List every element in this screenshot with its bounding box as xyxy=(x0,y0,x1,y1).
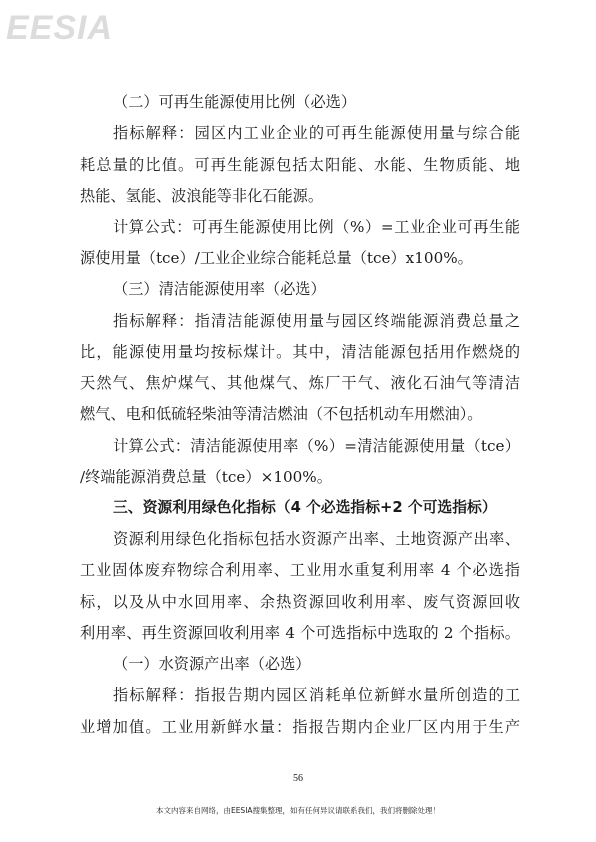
paragraph-line: 热能、氢能、波浪能等非化石能源。 xyxy=(80,187,323,205)
section-heading-2: （二）可再生能源使用比例（必选） xyxy=(113,93,356,111)
paragraph-line: 燃气、电和低硫轻柴油等清洁燃油（不包括机动车用燃油）。 xyxy=(80,405,483,423)
paragraph-line: 资源利用绿色化指标包括水资源产出率、土地资源产出率、 xyxy=(113,530,520,548)
paragraph-line: 计算公式：清洁能源使用率（%）=清洁能源使用量（tce） xyxy=(113,437,520,455)
footer-disclaimer: 本文内容来自网络，由EESIA搜集整理，如有任何异议请联系我们，我们将删除处理！ xyxy=(155,806,441,815)
paragraph-line: /终端能源消费总量（tce）×100%。 xyxy=(80,468,332,486)
paragraph-line: 计算公式：可再生能源使用比例（%）=工业企业可再生能 xyxy=(113,218,520,236)
paragraph-line: 天然气、焦炉煤气、其他煤气、炼厂干气、液化石油气等清洁 xyxy=(80,374,520,392)
paragraph-line: 指标解释：园区内工业企业的可再生能源使用量与综合能 xyxy=(113,124,520,142)
paragraph-line: 工业固体废弃物综合利用率、工业用水重复利用率 4 个必选指 xyxy=(80,561,520,579)
paragraph-line: 指标解释：指报告期内园区消耗单位新鲜水量所创造的工 xyxy=(113,686,520,704)
paragraph-line: 比，能源使用量均按标煤计。其中，清洁能源包括用作燃烧的 xyxy=(80,343,520,361)
paragraph-line: 指标解释：指清洁能源使用量与园区终端能源消费总量之 xyxy=(113,312,520,330)
section-heading-3: （三）清洁能源使用率（必选） xyxy=(113,280,326,298)
chapter-heading: 三、资源利用绿色化指标（4 个必选指标+2 个可选指标） xyxy=(113,499,497,516)
paragraph-line: 源使用量（tce）/工业企业综合能耗总量（tce）x100%。 xyxy=(80,249,473,267)
paragraph-line: 耗总量的比值。可再生能源包括太阳能、水能、生物质能、地 xyxy=(80,156,520,174)
paragraph-line: 标，以及从中水回用率、余热资源回收利用率、废气资源回收 xyxy=(80,593,520,611)
paragraph-line: 利用率、再生资源回收利用率 4 个可选指标中选取的 2 个指标。 xyxy=(80,624,520,642)
eesia-logo: EESIA xyxy=(6,9,114,47)
paragraph-line: 业增加值。工业用新鲜水量：指报告期内企业厂区内用于生产 xyxy=(80,718,520,736)
section-heading-1: （一）水资源产出率（必选） xyxy=(113,655,311,673)
page-number: 56 xyxy=(293,773,303,784)
